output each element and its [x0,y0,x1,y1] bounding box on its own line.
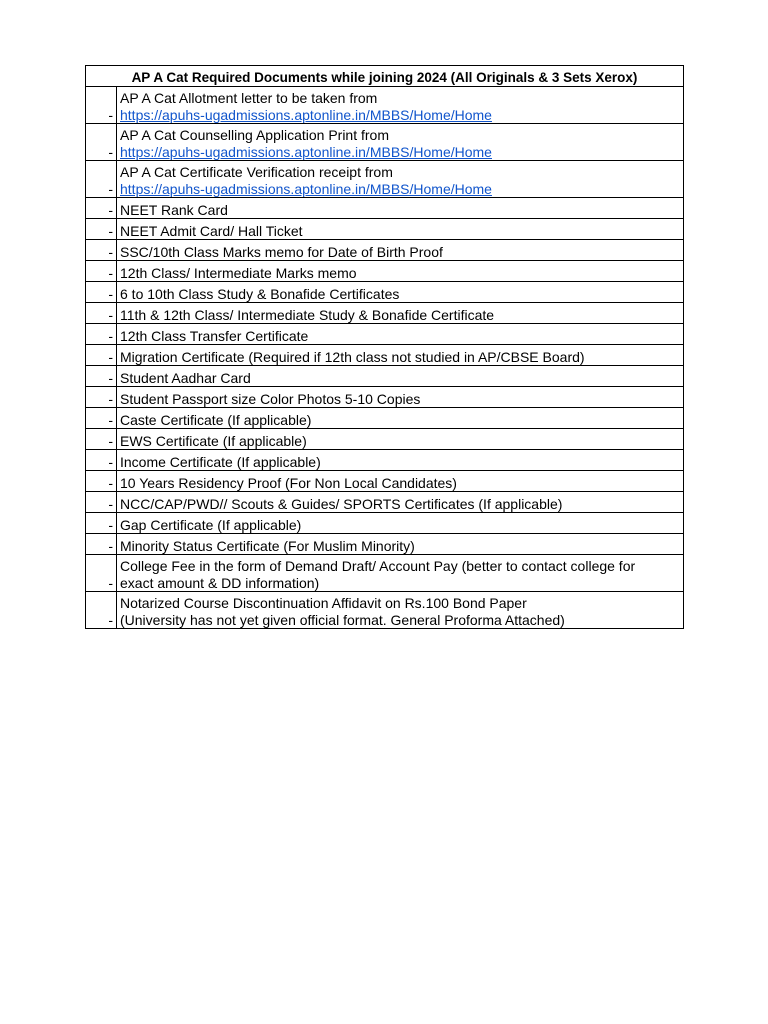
document-item-text: 12th Class/ Intermediate Marks memo [120,264,357,281]
row-bullet: - [86,198,117,219]
document-item-text: 12th Class Transfer Certificate [120,327,309,344]
document-item-text: Student Passport size Color Photos 5-10 Copies [120,390,421,407]
document-item-text: 11th & 12th Class/ Intermediate Study & Bonafide Certificate [120,306,495,323]
document-item [117,429,684,450]
document-item-text: EWS Certificate (If applicable) [120,432,307,449]
table-row [86,555,684,592]
admissions-portal-link[interactable]: https://apuhs-ugadmissions.aptonline.in/MBBS/Home/Home [120,180,492,197]
document-item-text: Income Certificate (If applicable) [120,453,321,470]
document-item-text: Caste Certificate (If applicable) [120,411,312,428]
table-row [86,282,684,303]
document-item [117,219,684,240]
admissions-portal-link[interactable]: https://apuhs-ugadmissions.aptonline.in/MBBS/Home/Home [120,106,492,123]
document-item [117,303,684,324]
row-bullet: - [86,261,117,282]
document-item [117,324,684,345]
row-bullet: - [86,161,117,198]
table-row [86,161,684,198]
table-row [86,324,684,345]
document-item-text: AP A Cat Counselling Application Print from [120,127,390,143]
row-bullet: - [86,592,117,629]
table-row [86,366,684,387]
document-item [117,261,684,282]
admissions-portal-link[interactable]: https://apuhs-ugadmissions.aptonline.in/MBBS/Home/Home [120,143,492,160]
table-row [86,198,684,219]
table-header-row [86,66,684,87]
row-bullet: - [86,219,117,240]
document-item [117,240,684,261]
table-row [86,240,684,261]
row-bullet: - [86,450,117,471]
document-item-text: SSC/10th Class Marks memo for Date of Birth Proof [120,243,443,260]
table-row [86,408,684,429]
table-row [86,387,684,408]
row-bullet: - [86,282,117,303]
document-item [117,161,684,198]
row-bullet: - [86,303,117,324]
row-bullet: - [86,555,117,592]
document-item [117,198,684,219]
table-row [86,429,684,450]
document-item [117,408,684,429]
document-item-text: AP A Cat Allotment letter to be taken from [120,90,378,106]
document-item-text-continued: (University has not yet given official format. General Proforma Attached) [120,611,565,628]
document-item [117,492,684,513]
table-row [86,345,684,366]
row-bullet: - [86,429,117,450]
document-item [117,592,684,629]
table-row [86,450,684,471]
document-item-text: Minority Status Certificate (For Muslim Minority) [120,537,415,554]
table-row [86,592,684,629]
document-item [117,513,684,534]
document-item-text: NCC/CAP/PWD// Scouts & Guides/ SPORTS Certificates (If applicable) [120,495,563,512]
document-item [117,387,684,408]
document-item-text: Gap Certificate (If applicable) [120,516,302,533]
required-documents-table [85,65,684,629]
document-item-text: NEET Rank Card [120,201,228,218]
document-item-text: Notarized Course Discontinuation Affidavit on Rs.100 Bond Paper [120,595,527,611]
document-item-text: 6 to 10th Class Study & Bonafide Certificates [120,285,400,302]
document-item [117,124,684,161]
document-item [117,282,684,303]
document-item [117,87,684,124]
row-bullet: - [86,124,117,161]
document-item-text: NEET Admit Card/ Hall Ticket [120,222,303,239]
row-bullet: - [86,513,117,534]
row-bullet: - [86,492,117,513]
document-item [117,366,684,387]
row-bullet: - [86,87,117,124]
table-row [86,303,684,324]
document-item-text: 10 Years Residency Proof (For Non Local Candidates) [120,474,457,491]
row-bullet: - [86,345,117,366]
table-row [86,534,684,555]
row-bullet: - [86,534,117,555]
table-row [86,124,684,161]
document-item-text: Student Aadhar Card [120,369,251,386]
table-row [86,87,684,124]
document-item [117,450,684,471]
document-item [117,471,684,492]
document-item-text-continued: exact amount & DD information) [120,574,320,591]
row-bullet: - [86,366,117,387]
table-row [86,261,684,282]
row-bullet: - [86,387,117,408]
table-row [86,471,684,492]
document-item-text: Migration Certificate (Required if 12th class not studied in AP/CBSE Board) [120,348,585,365]
row-bullet: - [86,324,117,345]
row-bullet: - [86,240,117,261]
table-row [86,492,684,513]
document-item-text: College Fee in the form of Demand Draft/ Account Pay (better to contact college for [120,558,636,574]
table-title: AP A Cat Required Documents while joining 2024 (All Originals & 3 Sets Xerox) [86,66,684,87]
row-bullet: - [86,471,117,492]
table-row [86,219,684,240]
document-item [117,534,684,555]
document-list [86,87,684,629]
table-row [86,513,684,534]
document-item [117,555,684,592]
row-bullet: - [86,408,117,429]
document-item-text: AP A Cat Certificate Verification receipt from [120,164,393,180]
document-item [117,345,684,366]
